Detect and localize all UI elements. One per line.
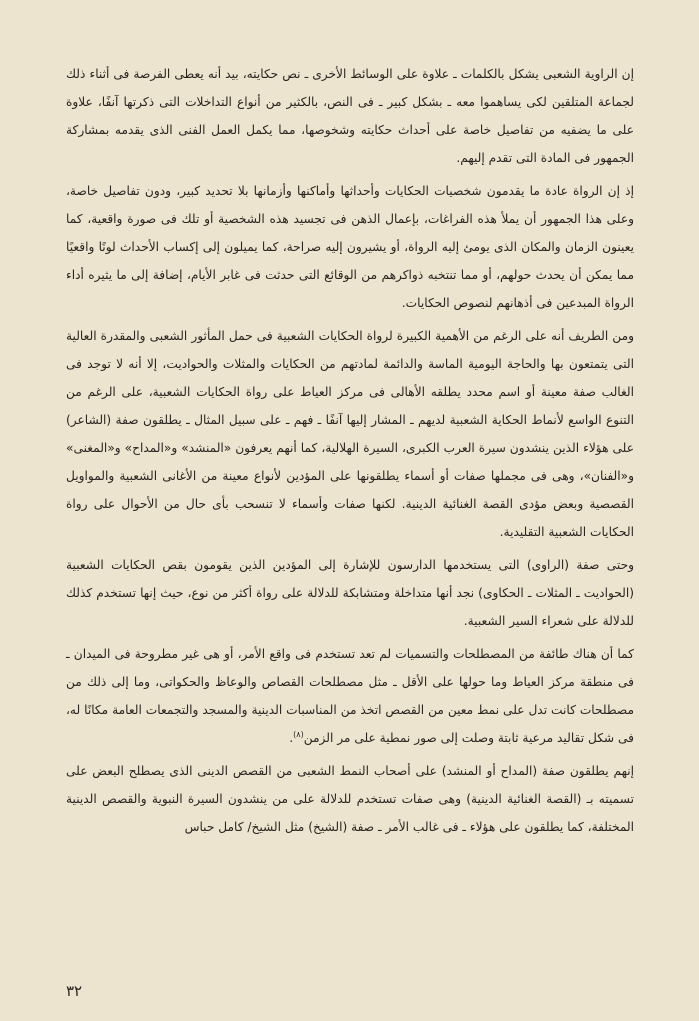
paragraph-6: إنهم يطلقون صفة (المداح أو المنشد) على أصحاب النمط الشعبى من القصص الدينى الذى يصطلح البعض على تسميته بـ (القصة الغنائية الدينية) وهى صفات تستخدم للدلالة على من ينشدون السيرة النبوية والقصص الدينية المختلفة، كما يطلقون على هؤلاء ـ فى غالب الأمر ـ صفة (الشيخ) مثل الشيخ/ كامل حباس — [66, 764, 634, 834]
paragraph-1: إن الراوية الشعبى يشكل بالكلمات ـ علاوة على الوسائط الأخرى ـ نص حكايته، بيد أنه يعطى الفرصة فى أثناء ذلك لجماعة المتلقين لكى يساهموا معه ـ بشكل كبير ـ فى النص، بالكثير من أنواع التداخلات التى ذكرتها آنفًا، علاوة على ما يضفيه من تفاصيل خاصة على أحداث حكايته وشخوصها، مما يكمل العمل الفنى الذى يقدمه بمشاركة الجمهور فى المادة التى تقدم إليهم. — [66, 67, 634, 165]
paragraph-5-end: . — [289, 731, 294, 745]
page-number: ٣٢ — [66, 982, 83, 1000]
paragraph-5-text: كما أن هناك طائفة من المصطلحات والتسميات لم تعد تستخدم فى واقع الأمر، أو هى غير مطروحة فى الميدان ـ فى منطقة مركز العياط وما حولها على الأقل ـ مثل مصطلحات القصاص والوعاظ والحكواتى، وما إلى ذلك من مصطلحات كانت تدل على نمط معين من القصص اتخذ من المناسبات الدينية والمسجد والتجمعات العامة مكانًا له، فى شكل تقاليد مرعية ثابتة وصلت إلى صور نمطية على مر الزمن — [66, 647, 634, 745]
paragraph-3: ومن الطريف أنه على الرغم من الأهمية الكبيرة لرواة الحكايات الشعبية فى حمل المأثور الشعبى والمقدرة العالية التى يتمتعون بها والحاجة اليومية الماسة والدائمة لمادتهم من الحكايات والمثلات والحواديت، إلا أنه لا توجد فى الغالب صفة معينة أو اسم محدد يطلقه الأهالى فى مركز العياط على رواة الحكايات الشعبية، على الرغم من التنوع الواسع لأنماط الحكاية الشعبية لديهم ـ المشار إليها آنفًا ـ فهم ـ على سبيل المثال ـ يطلقون صفة (الشاعر) على هؤلاء الذين ينشدون سيرة العرب الكبرى، السيرة الهلالية، كما أنهم يعرفون «المنشد» و«المداح» و«المغنى» و«الفنان»، وهى فى مجملها صفات أو أسماء يطلقونها على المؤدين لأنواع معينة من الأغانى الشعبية والمواويل القصصية وبعض مؤدى القصة الغنائية الدينية. لكنها صفات وأسماء لا تنسحب بأى حال من الأحوال على رواة الحكايات الشعبية التقليدية. — [66, 329, 634, 539]
paragraph-5 — [66, 640, 634, 752]
page-body — [66, 60, 634, 846]
paragraph-4: وحتى صفة (الراوى) التى يستخدمها الدارسون للإشارة إلى المؤدين الذين يقومون بقص الحكايات الشعبية (الحواديت ـ المثلات ـ الحكاوى) نجد أنها متداخلة ومتشابكة للدلالة على رواة أكثر من نوع، حيث إنها تستخدم كذلك للدلالة على شعراء السير الشعبية. — [66, 558, 634, 628]
paragraph-2: إذ إن الرواة عادة ما يقدمون شخصيات الحكايات وأحداثها وأماكنها وأزمانها بلا تحديد كبير، ودون تفاصيل خاصة، وعلى هذا الجمهور أن يملأ هذه الفراغات، بإعمال الذهن فى تجسيد هذه الشخصية أو تلك فى صورة واقعية، كما يعينون الزمان والمكان الذى يومئ إليه الرواة، أو يشيرون إليه صراحة، كما يميلون إلى إكساب الأحداث لونًا واقعيًا مما يمكن أن يحدث حولهم، أو مما تنتخبه ذواكرهم من الوقائع التى حدثت فى غابر الأيام، إضافة إلى ما يثيره أداء الرواة المبدعين فى أذهانهم لنصوص الحكايات. — [66, 184, 634, 310]
footnote-marker[interactable]: (٨) — [293, 729, 304, 739]
